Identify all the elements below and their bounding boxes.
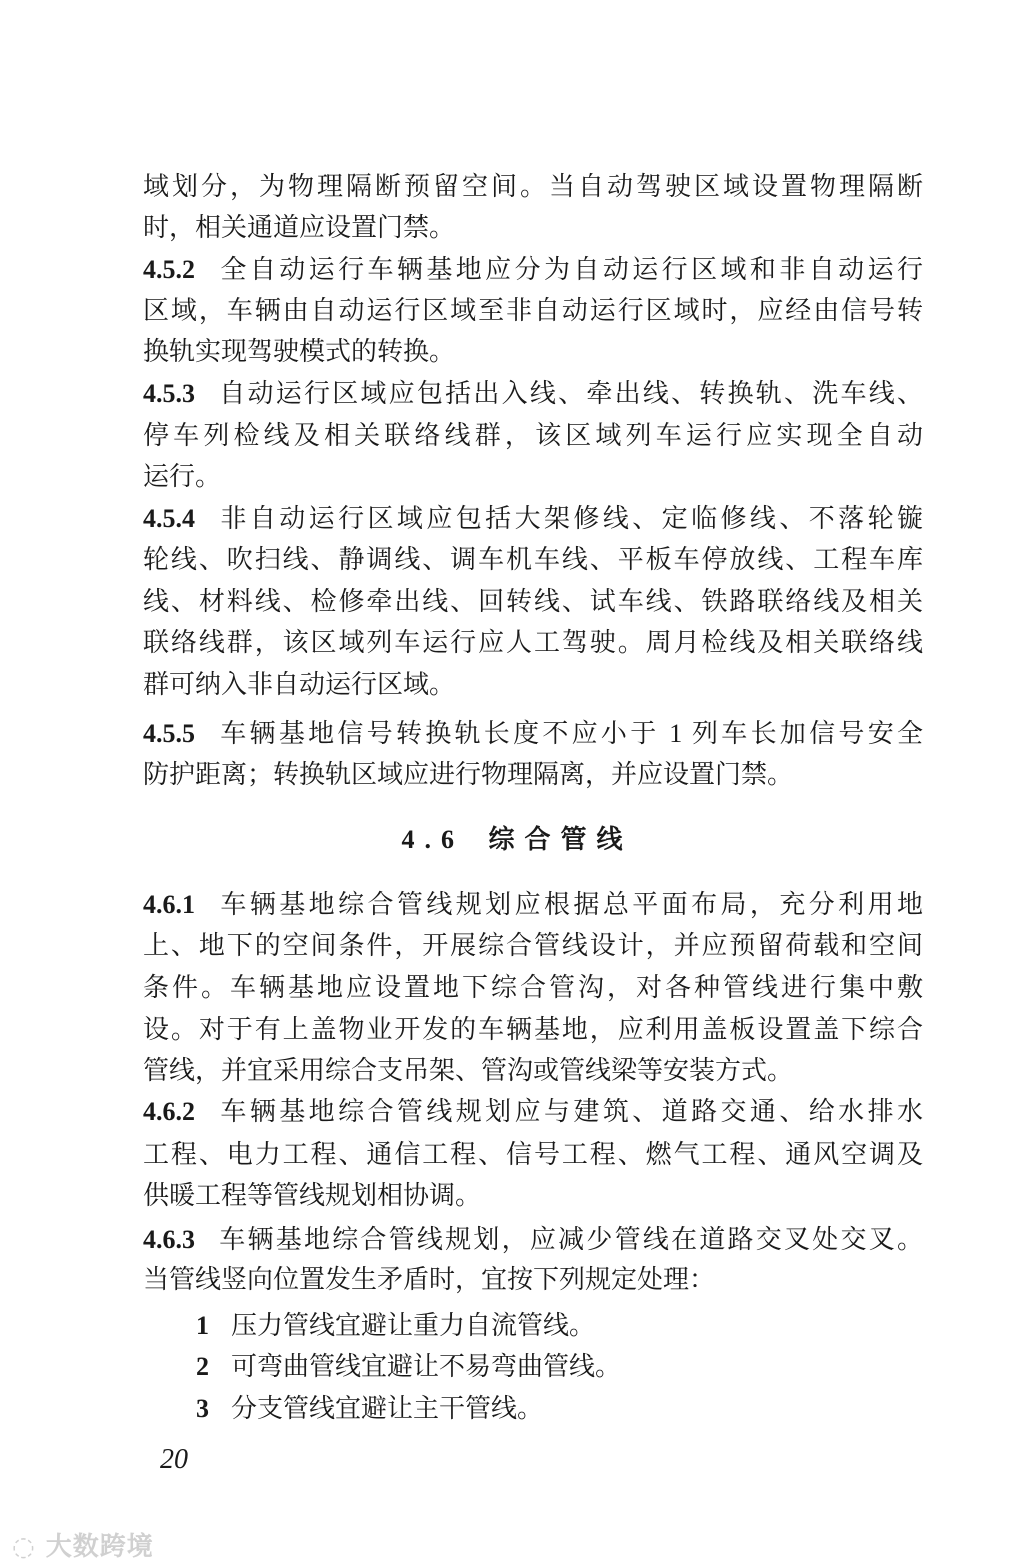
paragraph-line (143, 582, 923, 622)
line-text: 上、地下的空间条件，开展综合管线设计，并应预留荷载和空间 (143, 931, 923, 960)
line-text: 运行。 (143, 462, 222, 491)
paragraph-line (143, 416, 923, 456)
paragraph-line (143, 332, 923, 372)
line-text: 供暖工程等管线规划相协调。 (143, 1181, 482, 1210)
paragraph-line (143, 499, 923, 539)
paragraph-line (143, 1135, 923, 1175)
clause-number: 4.5.4 (143, 504, 195, 533)
paragraph-line (143, 250, 923, 290)
line-text: 自动运行区域应包括出入线、牵出线、转换轨、洗车线、 (217, 379, 923, 408)
line-text: 非自动运行区域应包括大架修线、定临修线、不落轮镟 (217, 504, 923, 533)
paragraph-line (143, 208, 923, 248)
list-item (196, 1347, 621, 1387)
paragraph-line (143, 1260, 923, 1300)
paragraph-line (143, 968, 923, 1008)
section-heading: 4.6 综合管线 (401, 825, 633, 854)
item-text: 压力管线宜避让重力自流管线。 (231, 1311, 596, 1340)
watermark: ◌ 大数跨境 (12, 1532, 154, 1562)
line-text: 设。对于有上盖物业开发的车辆基地，应利用盖板设置盖下综合 (143, 1015, 923, 1044)
item-number: 3 (196, 1394, 209, 1423)
line-text: 域划分，为物理隔断预留空间。当自动驾驶区域设置物理隔断 (143, 172, 923, 201)
line-text: 工程、电力工程、通信工程、信号工程、燃气工程、通风空调及 (143, 1140, 923, 1169)
paragraph-line (143, 1176, 923, 1216)
line-text: 停车列检线及相关联络线群，该区域列车运行应实现全自动 (143, 421, 923, 450)
item-number: 1 (196, 1311, 209, 1340)
paragraph-line (143, 755, 923, 795)
line-text: 全自动运行车辆基地应分为自动运行区域和非自动运行 (217, 255, 923, 284)
clause-number: 4.6.1 (143, 890, 195, 919)
paragraph-line (143, 665, 923, 705)
line-text: 换轨实现驾驶模式的转换。 (143, 337, 456, 366)
line-text: 轮线、吹扫线、静调线、调车机车线、平板车停放线、工程车库 (143, 545, 923, 574)
line-text: 车辆基地综合管线规划应根据总平面布局，充分利用地 (217, 890, 923, 919)
paragraph-line (143, 1092, 923, 1132)
paragraph-line (143, 714, 923, 754)
clause-number: 4.6.2 (143, 1097, 195, 1126)
line-text: 管线，并宜采用综合支吊架、管沟或管线梁等安装方式。 (143, 1056, 794, 1085)
paragraph-line (143, 885, 923, 925)
line-text: 线、材料线、检修牵出线、回转线、试车线、铁路联络线及相关 (143, 587, 923, 616)
list-item (196, 1389, 543, 1429)
line-text: 条件。车辆基地应设置地下综合管沟，对各种管线进行集中敷 (143, 973, 923, 1002)
line-text: 群可纳入非自动运行区域。 (143, 670, 456, 699)
clause-number: 4.5.5 (143, 719, 195, 748)
paragraph-line (143, 623, 923, 663)
line-text: 联络线群，该区域列车运行应人工驾驶。周月检线及相关联络线 (143, 628, 923, 657)
paragraph-line (143, 1220, 923, 1260)
line-text: 车辆基地综合管线规划，应减少管线在道路交叉处交叉。 (217, 1225, 923, 1254)
clause-number: 4.6.3 (143, 1225, 195, 1254)
paragraph-line (143, 1051, 923, 1091)
paragraph-line (143, 167, 923, 207)
item-number: 2 (196, 1352, 209, 1381)
paragraph-line (143, 926, 923, 966)
clause-number: 4.5.2 (143, 255, 195, 284)
paragraph-line (143, 540, 923, 580)
page-number: 20 (160, 1444, 188, 1475)
line-text: 车辆基地信号转换轨长度不应小于 1 列车长加信号安全 (217, 719, 923, 748)
paragraph-line (143, 457, 923, 497)
line-text: 防护距离；转换轨区域应进行物理隔离，并应设置门禁。 (143, 760, 794, 789)
line-text: 车辆基地综合管线规划应与建筑、道路交通、给水排水 (217, 1097, 923, 1126)
paragraph-line (143, 1010, 923, 1050)
line-text: 当管线竖向位置发生矛盾时，宜按下列规定处理： (143, 1265, 716, 1294)
paragraph-line (143, 291, 923, 331)
line-text: 时，相关通道应设置门禁。 (143, 213, 456, 242)
paragraph-line (143, 374, 923, 414)
watermark-text: 大数跨境 (45, 1532, 154, 1562)
item-text: 可弯曲管线宜避让不易弯曲管线。 (231, 1352, 622, 1381)
list-item (196, 1306, 595, 1346)
clause-number: 4.5.3 (143, 379, 195, 408)
line-text: 区域，车辆由自动运行区域至非自动运行区域时，应经由信号转 (143, 296, 923, 325)
item-text: 分支管线宜避让主干管线。 (231, 1394, 544, 1423)
